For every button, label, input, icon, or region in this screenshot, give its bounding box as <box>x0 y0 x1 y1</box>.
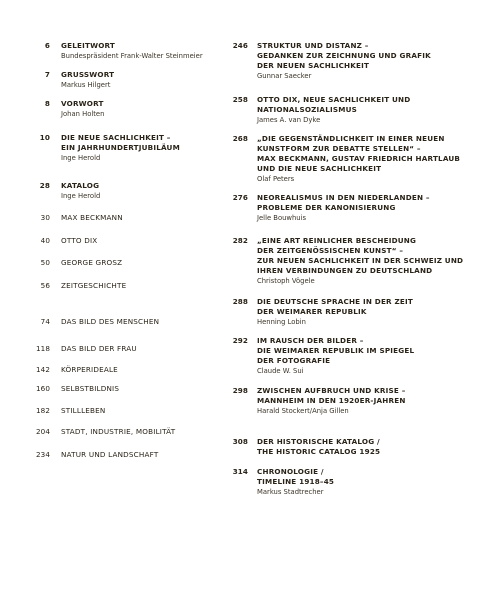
toc-author: Claude W. Sui <box>257 367 304 375</box>
toc-entry-body <box>61 427 175 437</box>
toc-entry-body <box>61 181 100 201</box>
page-number: 276 <box>232 193 248 202</box>
toc-author: Bundespräsident Frank-Walter Steinmeier <box>61 52 203 60</box>
toc-entry-body <box>257 386 406 416</box>
toc-title-line: PROBLEME DER KANONISIERUNG <box>257 203 396 212</box>
toc-author: Inge Herold <box>61 154 101 162</box>
toc-entry-body <box>61 70 114 90</box>
toc-entry-body <box>257 336 414 376</box>
toc-author: Henning Lobin <box>257 318 306 326</box>
page-number: 8 <box>44 99 50 108</box>
toc-title-line: GEDANKEN ZUR ZEICHNUNG UND GRAFIK <box>257 51 431 60</box>
toc-entry-body <box>257 437 380 457</box>
page-number: 142 <box>35 365 50 374</box>
toc-title-line: OTTO DIX, NEUE SACHLICHKEIT UND <box>257 95 411 104</box>
toc-title-line: ZUR NEUEN SACHLICHKEIT IN DER SCHWEIZ UND <box>257 256 464 265</box>
toc-title-line: STADT, INDUSTRIE, MOBILITÄT <box>61 427 176 436</box>
page-number: 30 <box>40 213 50 222</box>
toc-entry-body <box>257 95 410 125</box>
page-number: 40 <box>40 236 50 245</box>
toc-entry-body <box>61 450 158 460</box>
toc-title-line: STILLLEBEN <box>61 406 106 415</box>
page-number: 6 <box>44 41 50 50</box>
toc-entry-body <box>61 384 119 394</box>
page-number: 246 <box>232 41 248 50</box>
page-number: 204 <box>35 427 50 436</box>
toc-author: Jelle Bouwhuis <box>257 214 307 222</box>
toc-entry-body <box>61 365 118 375</box>
toc-title-line: NATIONALSOZIALISMUS <box>257 105 357 114</box>
page-number: 298 <box>232 386 248 395</box>
toc-title-line: DER HISTORISCHE KATALOG / <box>257 437 380 446</box>
toc-title-line: GELEITWORT <box>61 41 116 50</box>
toc-title-line: EIN JAHRHUNDERTJUBILÄUM <box>61 143 180 152</box>
page-number: 234 <box>35 450 50 459</box>
toc-entry-body <box>257 467 334 497</box>
toc-title-line: THE HISTORIC CATALOG 1925 <box>257 447 381 456</box>
toc-entry-body <box>61 41 203 61</box>
toc-entry-body <box>61 213 123 223</box>
toc-author: Olaf Peters <box>257 175 295 183</box>
toc-entry-body <box>61 344 137 354</box>
toc-title-line: IM RAUSCH DER BILDER – <box>257 336 364 345</box>
toc-entry-body <box>257 297 413 327</box>
toc-entry-body <box>61 406 105 416</box>
page-number: 282 <box>232 236 248 245</box>
toc-entry-body <box>257 134 460 184</box>
toc-entry-body <box>61 236 97 246</box>
toc-title-line: DAS BILD DES MENSCHEN <box>61 317 160 326</box>
toc-title-line: DER WEIMARER REPUBLIK <box>257 307 367 316</box>
toc-title-line: VORWORT <box>61 99 104 108</box>
page-number: 50 <box>40 258 50 267</box>
toc-title-line: CHRONOLOGIE / <box>257 467 324 476</box>
toc-title-line: ZEITGESCHICHTE <box>61 281 127 290</box>
toc-entry-body <box>61 258 122 268</box>
page-number: 28 <box>39 181 50 190</box>
toc-title-line: DER FOTOGRAFIE <box>257 356 331 365</box>
toc-title-line: KATALOG <box>61 181 100 190</box>
page-number: 314 <box>232 467 248 476</box>
toc-title-line: STRUKTUR UND DISTANZ – <box>257 41 369 50</box>
toc-title-line: NEOREALISMUS IN DEN NIEDERLANDEN – <box>257 193 430 202</box>
toc-title-line: DAS BILD DER FRAU <box>61 344 137 353</box>
toc-title-line: „DIE GEGENSTÄNDLICHKEIT IN EINER NEUEN <box>257 134 445 143</box>
toc-author: Johan Holten <box>61 110 105 118</box>
page-number: 160 <box>35 384 50 393</box>
page-number: 182 <box>35 406 50 415</box>
page-number: 10 <box>39 133 50 142</box>
toc-title-line: DIE DEUTSCHE SPRACHE IN DER ZEIT <box>257 297 413 306</box>
toc-title-line: MAX BECKMANN <box>61 213 123 222</box>
toc-entry-body <box>61 99 104 119</box>
toc-title-line: „EINE ART REINLICHER BESCHEIDUNG <box>257 236 417 245</box>
toc-author: James A. van Dyke <box>257 116 321 124</box>
toc-title-line: TIMELINE 1918–45 <box>257 477 335 486</box>
toc-title-line: UND DIE NEUE SACHLICHKEIT <box>257 164 382 173</box>
toc-author: Markus Hilgert <box>61 81 111 89</box>
toc-title-line: NATUR UND LANDSCHAFT <box>61 450 159 459</box>
toc-title-line: KÖRPERIDEALE <box>61 365 118 374</box>
toc-title-line: SELBSTBILDNIS <box>61 384 120 393</box>
toc-title-line: MANNHEIM IN DEN 1920ER-JAHREN <box>257 396 406 405</box>
toc-author: Harald Stockert/Anja Gillen <box>257 407 349 415</box>
toc-author: Christoph Vögele <box>257 277 315 285</box>
page-number: 7 <box>44 70 50 79</box>
toc-author: Markus Stadtrecher <box>257 488 324 496</box>
toc-title-line: OTTO DIX <box>61 236 98 245</box>
toc-title-line: DIE NEUE SACHLICHKEIT – <box>61 133 171 142</box>
toc-title-line: GRUSSWORT <box>61 70 115 79</box>
toc-title-line: GEORGE GROSZ <box>61 258 123 267</box>
page-number: 74 <box>40 317 50 326</box>
toc-title-line: DER NEUEN SACHLICHKEIT <box>257 61 370 70</box>
toc-title-line: DIE WEIMARER REPUBLIK IM SPIEGEL <box>257 346 415 355</box>
toc-title-line: DER ZEITGENÖSSISCHEN KUNST“ – <box>257 246 404 255</box>
page-number: 258 <box>232 95 248 104</box>
toc-author: Inge Herold <box>61 192 101 200</box>
toc-entry-body <box>61 317 159 327</box>
toc-entry-body <box>61 281 126 291</box>
toc-title-line: KUNSTFORM ZUR DEBATTE STELLEN“ – <box>257 144 421 153</box>
toc-entry-body <box>61 133 180 163</box>
page-number: 56 <box>40 281 50 290</box>
toc-title-line: MAX BECKMANN, GUSTAV FRIEDRICH HARTLAUB <box>257 154 461 163</box>
toc-entry-body <box>257 41 431 81</box>
page-number: 268 <box>232 134 248 143</box>
page-number: 118 <box>35 344 50 353</box>
toc-title-line: ZWISCHEN AUFBRUCH UND KRISE – <box>257 386 406 395</box>
page-number: 288 <box>232 297 248 306</box>
toc-title-line: IHREN VERBINDUNGEN ZU DEUTSCHLAND <box>257 266 433 275</box>
page-number: 292 <box>232 336 248 345</box>
toc-entry-body <box>257 193 430 223</box>
toc-author: Gunnar Saecker <box>257 72 312 80</box>
toc-entry-body <box>257 236 463 286</box>
page-number: 308 <box>232 437 248 446</box>
